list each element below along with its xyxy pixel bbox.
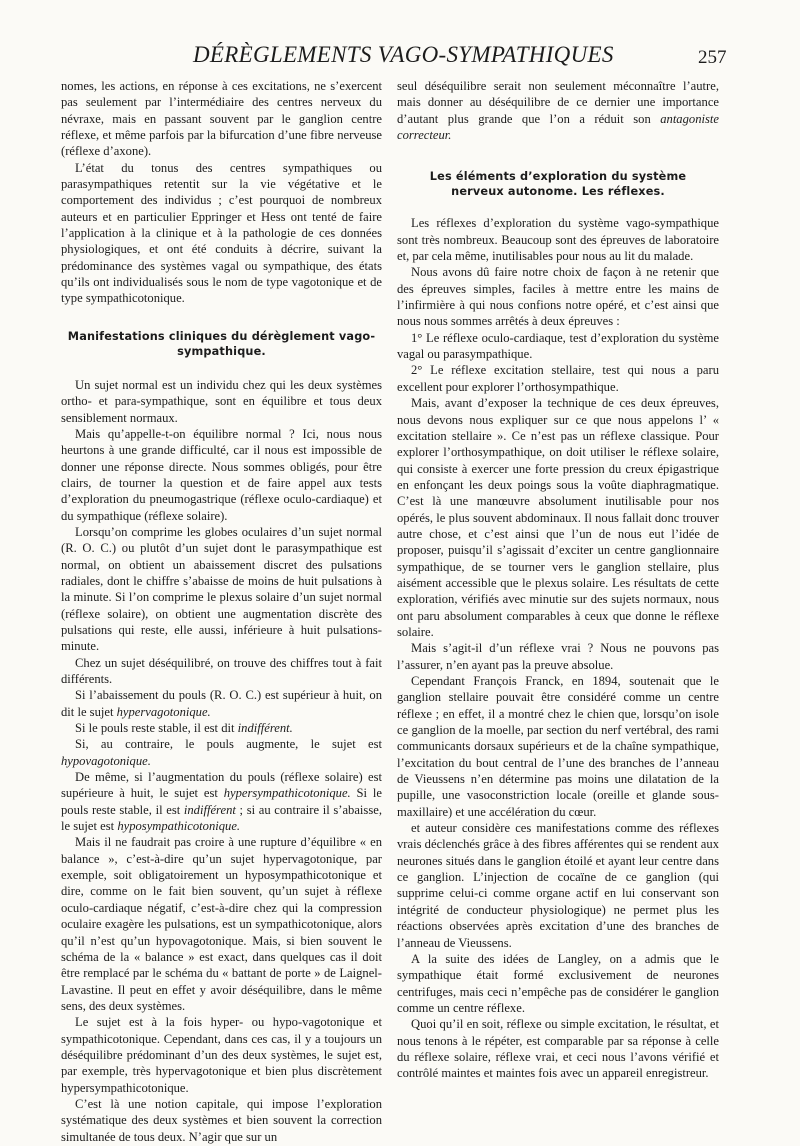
term-emphasis: hyposympathicotonique. <box>117 819 241 834</box>
paragraph: A la suite des idées de Langley, on a admis que le sympathique était formé exclusivement de neurones centrifuges, mais ceci n’empêche pas de considérer le ganglion comme un centre réflexe. <box>397 951 719 1015</box>
paragraph: Mais il ne faudrait pas croire à une rupture d’équilibre « en balance », c’est-à-dire qu’un sujet hypervagotonique, par exemple, soit obligatoirement un hyposympathicotonique et dire, comme on le fait bien souvent, qu’un sujet à réflexe oculo-cardiaque négatif, c’est-à-dire chez qui la compression oculaire exagère les pulsations, est un sympathicotonique, alors qu’il n’est qu’un hypovagotonique. Mais, si bien souvent le schéma de la « balance » est exact, dans quelques cas il doit être remplacé par le schéma du « battant de porte » de Laignel-Lavastine. Il peut en effet y avoir déséquilibre, dans le même sens, des deux systèmes. <box>61 835 382 1013</box>
text-run: Si, au contraire, le pouls augmente, le sujet est <box>75 737 382 752</box>
text-run: Si l’abaissement du pouls (R. O. C.) est supérieur à huit, on dit le sujet <box>61 688 382 719</box>
paragraph: Cependant François Franck, en 1894, soutenait que le ganglion stellaire pouvait être considéré comme un centre réflexe ; en effet, il a montré chez le chien que, lorsqu’on isole ce ganglion de la moelle, par section du nerf vertébral, des rami communicants dorsaux supérieurs et de la chaîne sympathique, l’excitation du bout central de l’une des branches de l’anneau de Vieussens n’en détermine pas moins une dilatation de la pupille, une vasoconstriction locale (oreille et glande sous-maxillaire) et une accélération du cœur. <box>397 674 719 819</box>
paragraph <box>61 720 382 736</box>
term-emphasis: hypersympathicotonique. <box>223 786 351 801</box>
paragraph: Quoi qu’il en soit, réflexe ou simple excitation, le résultat, et nous tenons à le répéter, est comparable par sa réponse à celle du réflexe solaire, réflexe vrai, et ceci nous l’avons vérifié et contrôlé maintes et maintes fois avec un appareil enregistreur. <box>397 1017 719 1081</box>
paragraph: Un sujet normal est un individu chez qui les deux systèmes ortho- et para-sympathique, sont en équilibre et tous deux sensiblement normaux. <box>61 377 382 425</box>
section-heading-clinical-manifestations: Manifestations cliniques du dérèglement vago-sympathique. <box>67 329 376 358</box>
text-run: ; si au contraire il s’abaisse, le sujet est <box>61 802 382 834</box>
section-heading-exploration-elements: Les éléments d’exploration du système nerveux autonome. Les réflexes. <box>429 170 687 199</box>
paragraph: 2° Le réflexe excitation stellaire, test qui nous a paru excellent pour explorer l’orthosympathique. <box>397 363 719 394</box>
text-run: Si le pouls reste stable, il est dit <box>75 721 238 736</box>
paragraph: Chez un sujet déséquilibré, on trouve des chiffres tout à fait différents. <box>61 655 382 686</box>
paragraph: Les réflexes d’exploration du système vago-sympathique sont très nombreux. Beaucoup sont des épreuves de laboratoire et, par cela même, inutilisables pour nous au lit du malade. <box>397 216 719 264</box>
paragraph <box>61 769 382 834</box>
paragraph: Lorsqu’on comprime les globes oculaires d’un sujet normal (R. O. C.) ou plutôt d’un sujet dont le parasympathique est normal, on obtient un abaissement discret des pulsations radiales, dont le chiffre s’abaisse de moins de huit pulsations à la minute. Si l’on comprime le plexus solaire d’un sujet normal (réflexe solaire), on obtient une augmentation discrète des pulsations qui reste, elle aussi, inférieure à huit pulsations-minute. <box>61 524 382 654</box>
term-emphasis: indifférent. <box>237 721 293 736</box>
paragraph: Le sujet est à la fois hyper- ou hypo-vagotonique et sympathicotonique. Cependant, dans ces cas, il y a toujours un déséquilibre prédominant d’un des deux systèmes, le sujet est, par exemple, très hypervagotonique et bien plus discrètement hypersympathicotonique. <box>61 1015 382 1095</box>
paragraph <box>61 736 382 769</box>
term-emphasis: indifférent <box>183 802 236 817</box>
paragraph: 1° Le réflexe oculo-cardiaque, test d’exploration du système vagal ou parasympathique. <box>397 330 719 362</box>
paragraph <box>61 687 382 720</box>
text-run: De même, si l’augmentation du pouls (réflexe solaire) est supérieure à huit, le sujet est <box>61 770 382 801</box>
paragraph: C’est là une notion capitale, qui impose l’exploration systématique des deux systèmes et bien souvent la correction simultanée de tous deux. N’agir que sur un <box>61 1096 382 1144</box>
paragraph: nomes, les actions, en réponse à ces excitations, ne s’exercent pas seulement par l’intermédiaire des centres nerveux du névraxe, mais en passant souvent par le ganglion centre réflexe, et même parfois par la bifurcation d’une fibre nerveuse (réflexe d’axone). <box>61 79 382 159</box>
paragraph: Mais s’agit-il d’un réflexe vrai ? Nous ne pouvons pas l’assurer, n’en ayant pas la preuve absolue. <box>397 641 719 672</box>
paragraph: L’état du tonus des centres sympathiques ou parasympathiques retentit sur la vie végétative et le comportement des individus ; c’est pourquoi de nombreux auteurs et en particulier Eppringer et Hess ont tenté de faire l’application à la clinique et à la pathologie de ces données physiologiques, et ont été conduits à décrire, suivant la prédominance des systèmes vagal ou sympathique, des états qu’ils ont individualisés sous le nom de type vagotonique et de type sympathicotonique. <box>61 160 382 306</box>
paragraph: et auteur considère ces manifestations comme des réflexes vrais déclenchés grâce à des fibres afférentes qui se rendent aux neurones situés dans le ganglion étoilé et ayant leur centre dans ce ganglion. L’injection de cocaïne de ce ganglion (qui supprime celui-ci comme organe actif en lui conservant son intégrité de conducteur physiologique) ne permet plus les réactions observées après excitation d’une des branches de l’anneau de Vieussens. <box>397 821 719 950</box>
left-column <box>61 78 382 1145</box>
term-emphasis: antagoniste correcteur. <box>397 111 719 143</box>
paragraph: Nous avons dû faire notre choix de façon à ne retenir que des épreuves simples, faciles à mettre entre les mains de l’infirmière à qui nous confions notre opéré, et c’est ainsi que nous nous sommes arrêtés à deux épreuves : <box>397 265 719 329</box>
term-emphasis: hypovagotonique. <box>61 753 151 768</box>
text-run: Si le pouls reste stable, il est <box>61 786 382 817</box>
paragraph: Mais, avant d’exposer la technique de ces deux épreuves, nous devons nous expliquer sur ce que nous appelons l’ « excitation stellaire ». Ce n’est pas un réflexe classique. Pour explorer l’orthosympathique, on doit utiliser le réflexe solaire, qui consiste à exercer une forte pression du creux épigastrique en enfonçant les deux poings sous la voûte diaphragmatique. C’est là une manœuvre absolument inutilisable pour nos opérés, le plus souvent abdominaux. Il nous fallait donc trouver autre chose, et c’est ainsi que l’un de nous eut l’idée de proposer, puisqu’il s’agissait d’exciter un centre ganglionnaire sympathique, de se tourner vers le ganglion stellaire, plus aisément accessible que le plexus solaire. Les résultats de cette exploration, vérifiés avec minutie sur des sujets normaux, nous ont paru absolument comparables à ceux que donne le réflexe solaire. <box>397 396 719 639</box>
text-run: seul déséquilibre serait non seulement méconnaître l’autre, mais donner au déséquilibre de ce dernier une importance d’autant plus grande que l’on a réduit son <box>397 79 719 126</box>
paragraph <box>397 78 719 143</box>
term-emphasis: hypervagotonique. <box>116 704 211 719</box>
right-column <box>397 78 719 1082</box>
running-head <box>0 40 800 76</box>
running-title: DÉRÈGLEMENTS VAGO-SYMPATHIQUES <box>193 42 614 67</box>
paragraph: Mais qu’appelle-t-on équilibre normal ? Ici, nous nous heurtons à une grande difficulté, car il nous est impossible de donner une réponse directe. Nous sommes obligés, pour être clairs, de tourner la question et de faire appel aux tests d’exploration du pneumogastrique (réflexe oculo-cardiaque) et du sympathique (réflexe solaire). <box>61 426 382 523</box>
page-number: 257 <box>698 47 727 68</box>
